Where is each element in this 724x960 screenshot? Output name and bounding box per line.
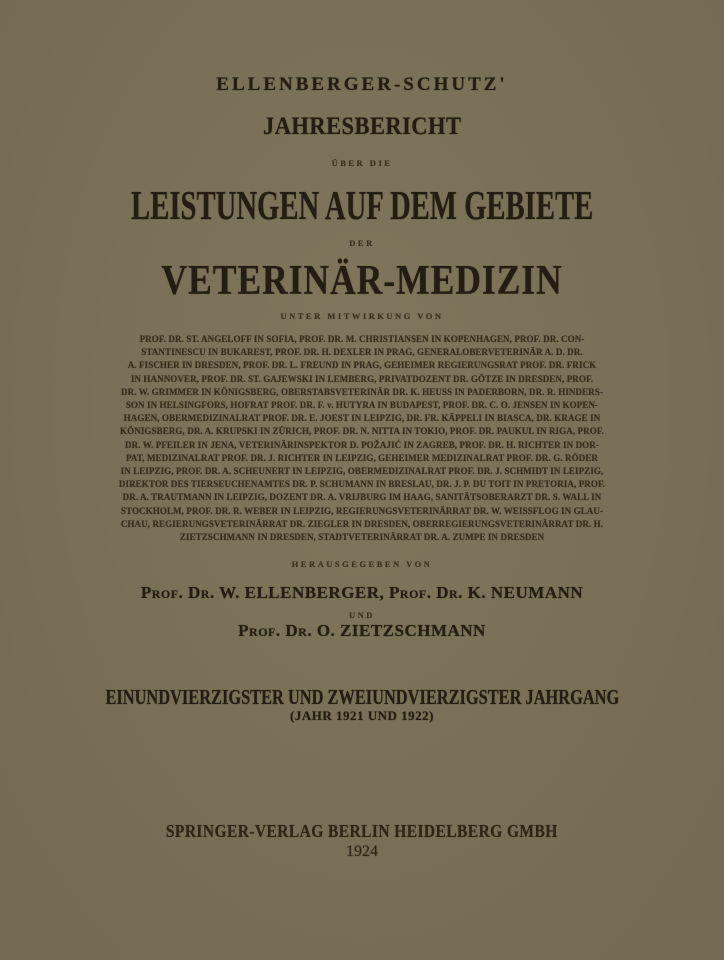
contributor-line: PROF. DR. ST. ANGELOFF IN SOFIA, PROF. DR. M. CHRISTIANSEN IN KOPENHAGEN, PROF. DR. CON- [139,334,585,344]
contributor-line: IN HANNOVER, PROF. DR. ST. GAJEWSKI IN LEMBERG, PRIVATDOZENT DR. GÖTZE IN DRESDEN, PROF. [130,373,594,384]
imprint-year-text: 1924 [346,843,378,860]
imprint-year [0,843,724,861]
contributor-line: DR. W. PFEILER IN JENA, VETERINÄRINSPEKTOR D. POŽAJIĆ IN ZAGREB, PROF. DR. H. RICHTER IN DOR- [125,439,599,450]
contributor-line: STOCKHOLM, PROF. DR. R. WEBER IN LEIPZIG, REGIERUNGSVETERINÄRRAT DR. W. WEISSFLOG IN GLAU- [120,505,604,516]
publisher-line-text: SPRINGER-VERLAG BERLIN HEIDELBERG GMBH [166,821,558,841]
contributor-line: PAT, MEDIZINALRAT PROF. DR. J. RICHTER IN LEIPZIG, GEHEIMER MEDIZINALRAT PROF. DR. G. RÖDER [125,452,599,463]
editors-conjunction [0,610,724,620]
contributor-line: CHAU, REGIERUNGSVETERINÄRRAT DR. ZIEGLER IN DRESDEN, OBERREGIERUNGSVETERINÄRRAT DR. H. [120,518,604,529]
main-title [0,113,724,141]
contributor-line: DR. A. TRAUTMANN IN LEIPZIG, DOZENT DR. A. VRIJBURG IM HAAG, SANITÄTSOBERARZT DR. S. WALL IN [122,492,602,503]
connector-uber-die [0,158,724,168]
editors-conjunction-text: UND [349,610,375,620]
connector-der-text: DER [349,238,375,248]
connector-der [0,238,724,248]
edition-year-line-text: (JAHR 1921 UND 1922) [290,708,434,723]
contributors-heading [0,311,724,321]
contributors-heading-text: UNTER MITWIRKUNG VON [280,311,444,321]
contributor-line: DR. W. GRIMMER IN KÖNIGSBERG, OBERSTABSVETERINÄR DR. K. HEUSS IN PADERBORN, DR. R. HINDERS- [120,386,604,397]
contributor-line: STANTINESCU IN BUKAREST, PROF. DR. H. DEXLER IN PRAG, GENERALOBERVETERINÄR A. D. DR. [141,347,583,358]
editors-line-2 [0,621,724,641]
contributor-line: DIREKTOR DES TIERSEUCHENAMTES DR. P. SCHUMANN IN BRESLAU, DR. J. P. DU TOIT IN PRETORIA, PROF. [118,479,606,490]
publisher-line [0,821,724,842]
contributor-line: SON IN HELSINGFORS, HOFRAT PROF. DR. F. v. HUTYRA IN BUDAPEST, PROF. DR. C. O. JENSEN IN KOPEN- [125,400,599,411]
series-title [0,74,724,96]
main-title-text: JAHRESBERICHT [262,113,462,140]
contributor-line: KÖNIGSBERG, DR. A. KRUPSKI IN ZÜRICH, PROF. DR. N. NITTA IN TOKIO, PROF. DR. PAUKUL IN RIGA, PROF. [120,426,604,437]
editors-heading [0,559,724,569]
editors-heading-text: HERAUSGEGEBEN VON [291,559,433,569]
editors-line-2-text: Prof. Dr. O. ZIETZSCHMANN [238,621,486,640]
subtitle-line-1 [0,181,724,229]
edition-year-line [0,708,724,724]
editors-line-1 [0,583,724,603]
connector-uber-die-text: ÜBER DIE [331,158,393,168]
subtitle-line-1-text: LEISTUNGEN AUF DEM GEBIETE [130,182,594,228]
contributors-list [89,333,635,544]
subtitle-line-2-text: VETERINÄR-MEDIZIN [161,258,563,304]
contributor-line: ZIETZSCHMANN IN DRESDEN, STADTVETERINÄRRAT DR. A. ZUMPE IN DRESDEN [179,532,545,543]
editors-line-1-text: Prof. Dr. W. ELLENBERGER, Prof. Dr. K. NEUMANN [140,583,584,602]
subtitle-line-2 [0,257,724,305]
volume-line [0,685,724,710]
series-title-text: ELLENBERGER-SCHUTZ' [216,74,508,95]
volume-line-text: EINUNDVIERZIGSTER UND ZWEIUNDVIERZIGSTER JAHRGANG [105,685,619,709]
contributor-line: HAGEN, OBERMEDIZINALRAT PROF. DR. E. JOEST IN LEIPZIG, DR. FR. KÄPPELI IN BIASCA, DR. KRAGE IN [123,413,601,424]
contributor-line: IN LEIPZIG, PROF. DR. A. SCHEUNERT IN LEIPZIG, OBERMEDIZINALRAT PROF. DR. J. SCHMIDT IN LEIPZIG, [120,466,604,477]
contributor-line: A. FISCHER IN DRESDEN, PROF. DR. L. FREUND IN PRAG, GEHEIMER REGIERUNGSRAT PROF. DR. FRICK [127,360,597,371]
